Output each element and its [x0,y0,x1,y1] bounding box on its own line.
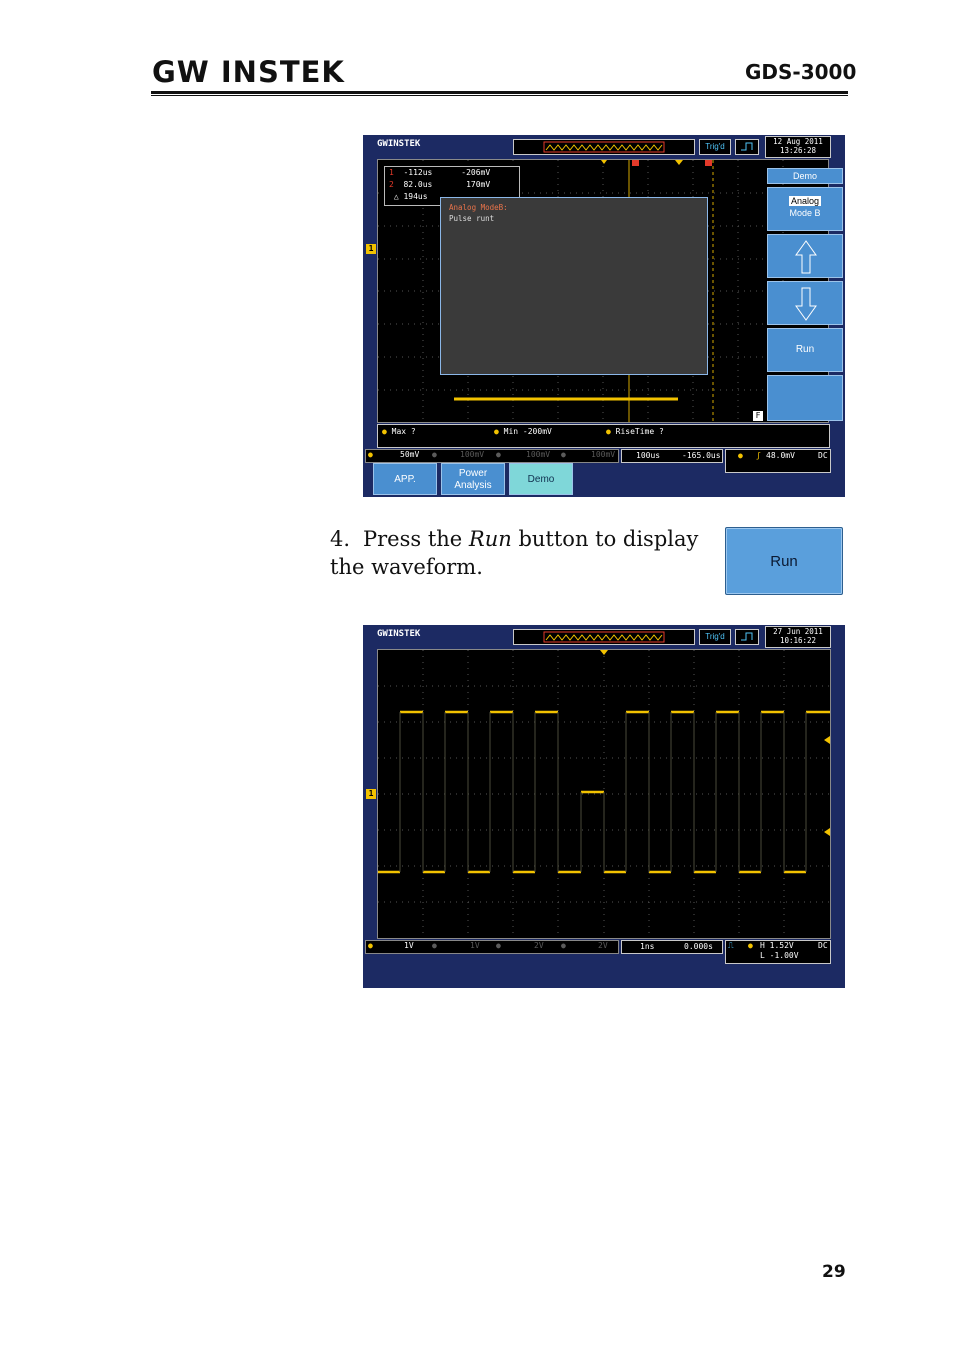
cursor1-label: 1 [389,168,394,177]
softkey-run-label: Run [795,344,815,355]
trigger-high-level: H 1.52V [760,941,794,950]
waveform-area [377,159,829,423]
tab-power-analysis-label: Power Analysis [454,468,492,491]
menu-title-demo: Demo [767,168,843,184]
pulse-trigger-icon: ⎍ [728,941,734,950]
waveform-overview [513,629,695,645]
ch1-position-marker: 1 [366,789,376,799]
brand-logo: GW INSTEK [152,55,345,89]
arrow-up-icon [768,235,844,279]
trigger-slope-icon: ʃ [756,451,761,460]
arrow-down-icon [768,282,844,326]
trigger-edge-icon [735,629,759,645]
oscilloscope-screenshot-waveform [363,625,845,988]
channel-status: ● 50mV ● 100mV ● 100mV ● 100mV [365,449,619,463]
softkey-analog-label: Analog [790,196,820,206]
step-text-before: Press the [363,527,469,551]
dialog-title: Analog ModeB: [449,203,508,212]
run-button-label: Run [770,552,798,570]
datetime [765,136,831,158]
tab-demo-label: Demo [527,474,555,485]
softkey-up[interactable] [767,234,843,278]
coupling: DC [818,451,828,460]
waveform-overview [513,139,695,155]
cursor2-time: 82.0us [403,180,433,189]
horizontal-position: 0.000s [684,942,713,951]
brand-label: GWINSTEK [377,139,421,149]
square-wave-display [378,650,830,938]
ch2-scale: 1V [470,941,480,950]
trigger-edge-icon [735,139,759,155]
softkey-analog-mode[interactable] [767,187,843,231]
tab-app[interactable] [373,463,437,495]
date-text: 27 Jun 2011 [773,627,823,636]
step-text-italic: Run [468,527,512,551]
waveform-area [377,649,831,939]
date-text: 12 Aug 2011 [773,137,823,146]
timebase: 1ns [640,942,655,951]
trigger-status-box: ⎍ ● H 1.52V L -1.00V DC [725,940,831,964]
cursor1-time: -112us [403,168,433,177]
cursor2-label: 2 [389,180,394,189]
horizontal-position: -165.0us [682,451,721,460]
trigger-status-box: ● ʃ 48.0mV DC [725,449,831,473]
coupling: DC [818,941,828,950]
ch1-scale: 50mV [400,450,420,459]
trigger-status-text: Trig'd [705,142,725,151]
ch2-scale: 100mV [460,450,485,459]
timebase-status [621,940,723,954]
trigger-status-text: Trig'd [705,632,725,641]
brand-label: GWINSTEK [377,629,421,639]
tab-app-label: APP. [394,474,416,485]
measurement-risetime: RiseTime ? [615,427,664,436]
run-button-illustration [725,527,843,595]
measurement-min: Min -200mV [503,427,552,436]
header-rule [151,91,848,94]
trigger-level: 48.0mV [766,451,795,460]
ch1-position-marker: 1 [366,244,376,254]
softkey-down[interactable] [767,281,843,325]
cursor1-volt: -206mV [461,168,491,177]
measurement-max: Max ? [391,427,416,436]
time-text: 13:26:28 [779,146,817,155]
softkey-mode-label: Mode B [789,208,821,218]
page-number: 29 [822,1262,846,1282]
time-text: 10:16:22 [779,636,817,645]
function-marker: F [753,411,763,421]
tab-power-analysis[interactable] [441,463,505,495]
measurement-bar: ● Max ? ● Min -200mV ● RiseTime ? [377,424,830,448]
cursor-delta-time: △ 194us [393,192,428,201]
model-name: GDS-3000 [745,60,857,84]
dialog-body: Pulse runt [449,214,495,223]
ch3-scale: 100mV [526,450,551,459]
ch4-scale: 100mV [591,450,616,459]
softkey-empty[interactable] [767,375,843,421]
cursor2-volt: 170mV [466,180,491,189]
tab-demo[interactable] [509,463,573,495]
ch3-scale: 2V [534,941,544,950]
timebase-status [621,449,723,463]
ch1-scale: 1V [404,941,414,950]
datetime [765,626,831,648]
step-text-after: button to display the waveform. [330,527,699,579]
trigger-status [699,139,731,155]
trigger-low-level: L -1.00V [760,951,799,960]
ch4-scale: 2V [598,941,608,950]
timebase: 100us [636,451,661,460]
channel-status: ● 1V ● 1V ● 2V ● 2V [365,940,619,954]
trigger-status [699,629,731,645]
oscilloscope-screenshot-demo [363,135,845,497]
header-rule-thin [151,95,848,96]
softkey-run[interactable] [767,328,843,372]
step-4-instruction [330,525,720,581]
step-number: 4. [330,527,351,551]
demo-info-dialog [440,197,708,375]
